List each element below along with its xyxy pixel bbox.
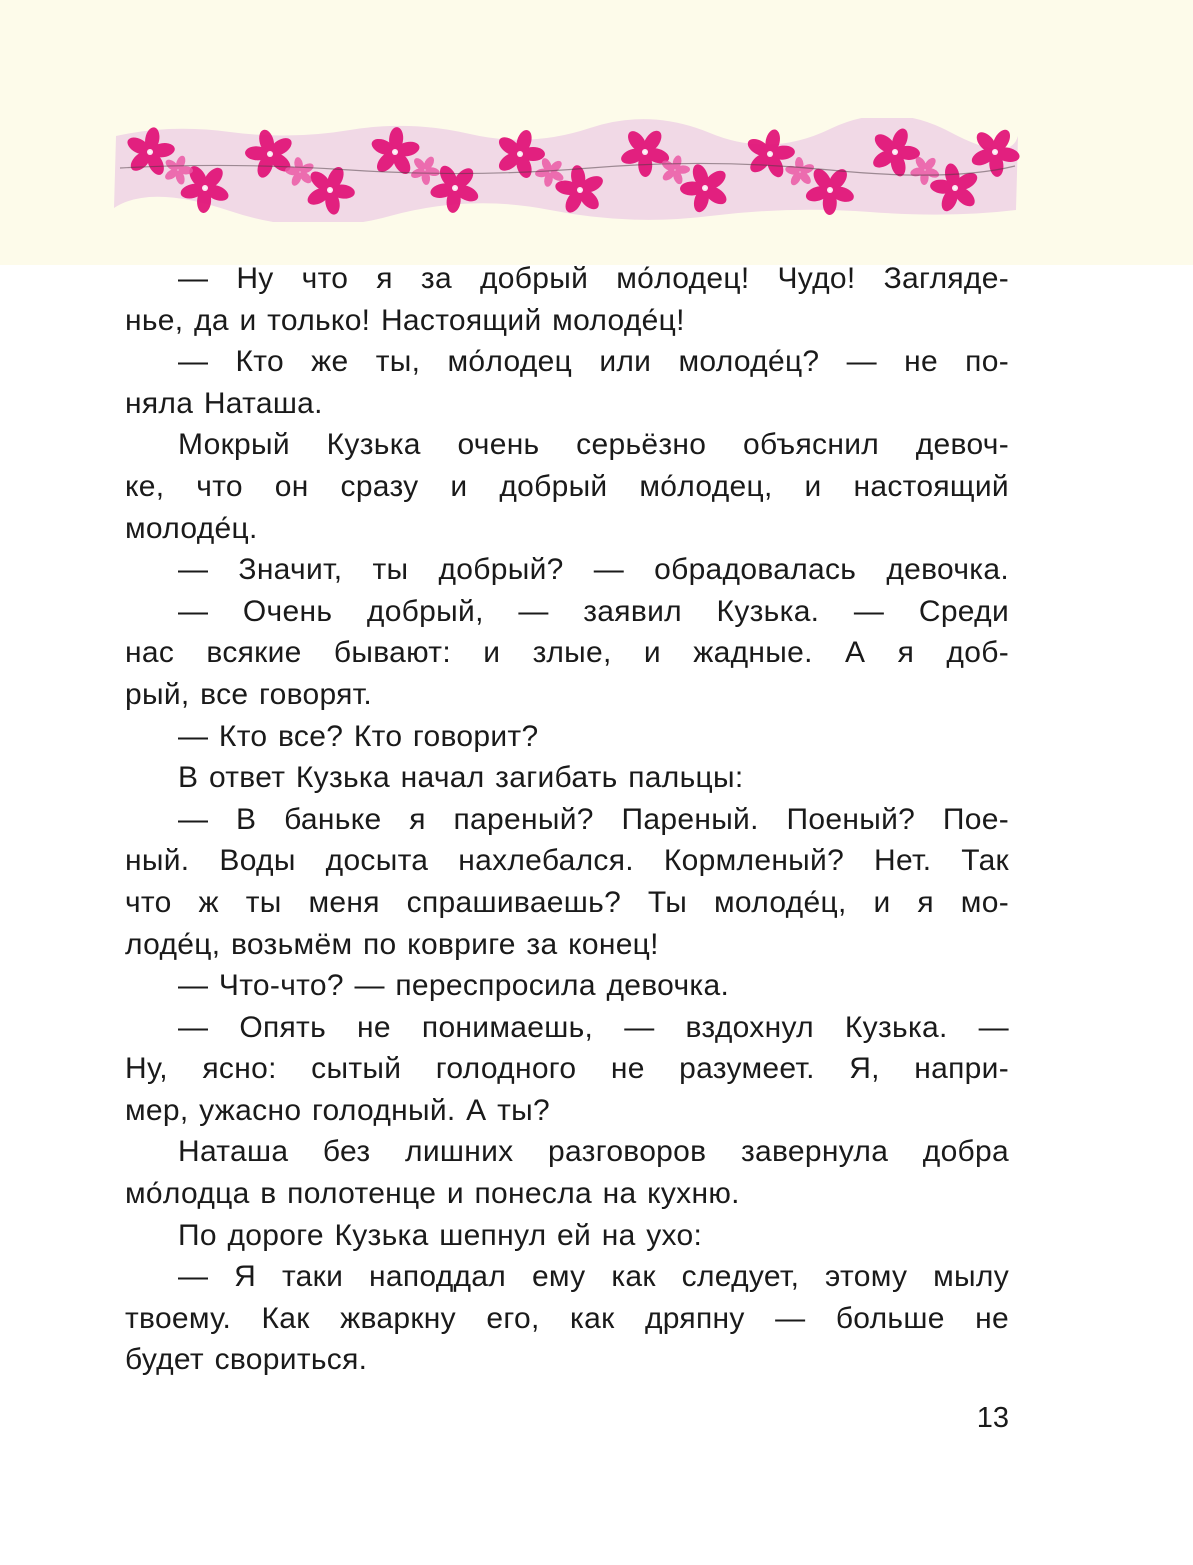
text-line: Мокрый Кузька очень серьёзно объяснил девоч- <box>178 428 1009 462</box>
text-line: твоему. Как жваркну его, как дряпну — больше не <box>125 1301 1009 1335</box>
text-line: рый, все говорят. <box>125 677 372 711</box>
text-line: что ж ты меня спрашиваешь? Ты молоде́ц, и я мо- <box>125 885 1009 919</box>
text-line: — Ну что я за добрый мо́лодец! Чудо! Загляде- <box>178 262 1009 295</box>
text-line: будет свориться. <box>125 1343 368 1377</box>
pink-floral-border-icon <box>110 118 1022 222</box>
text-line: молоде́ц. <box>125 511 258 545</box>
text-line: — Опять не понимаешь, — вздохнул Кузька. — <box>178 1010 1009 1044</box>
text-line: няла Наташа. <box>125 386 323 420</box>
story-text <box>125 258 1009 1381</box>
text-line: ный. Воды досыта нахлебался. Кормленый? Нет. Так <box>125 844 1009 878</box>
text-line: мо́лодца в полотенце и понесла на кухню. <box>125 1177 740 1211</box>
text-line: ке, что он сразу и добрый мо́лодец, и настоящий <box>125 469 1009 503</box>
text-line: Ну, ясно: сытый голодного не разумеет. Я, напри- <box>125 1052 1009 1086</box>
text-line: — Кто же ты, мо́лодец или молоде́ц? — не по- <box>178 345 1009 379</box>
text-line: — Я таки наподдал ему как следует, этому мылу <box>178 1260 1009 1294</box>
text-line: В ответ Кузька начал загибать пальцы: <box>178 761 744 795</box>
text-line: нас всякие бывают: и злые, и жадные. А я доб- <box>125 636 1009 670</box>
text-line: — В баньке я пареный? Пареный. Поеный? Пое- <box>178 802 1009 836</box>
text-line: — Что-что? — переспросила девочка. <box>178 969 730 1003</box>
text-line: Наташа без лишних разговоров завернула добра <box>178 1135 1009 1169</box>
text-line: — Значит, ты добрый? — обрадовалась девочка. <box>178 553 1009 587</box>
text-line: лоде́ц, возьмём по ковриге за конец! <box>125 927 659 961</box>
text-line: — Очень добрый, — заявил Кузька. — Среди <box>178 594 1009 628</box>
text-line: — Кто все? Кто говорит? <box>178 719 539 753</box>
text-line: По дороге Кузька шепнул ей на ухо: <box>178 1218 703 1252</box>
text-line: мер, ужасно голодный. А ты? <box>125 1093 551 1127</box>
page-number: 13 <box>976 1402 1009 1434</box>
text-line: нье, да и только! Настоящий молоде́ц! <box>125 303 685 337</box>
